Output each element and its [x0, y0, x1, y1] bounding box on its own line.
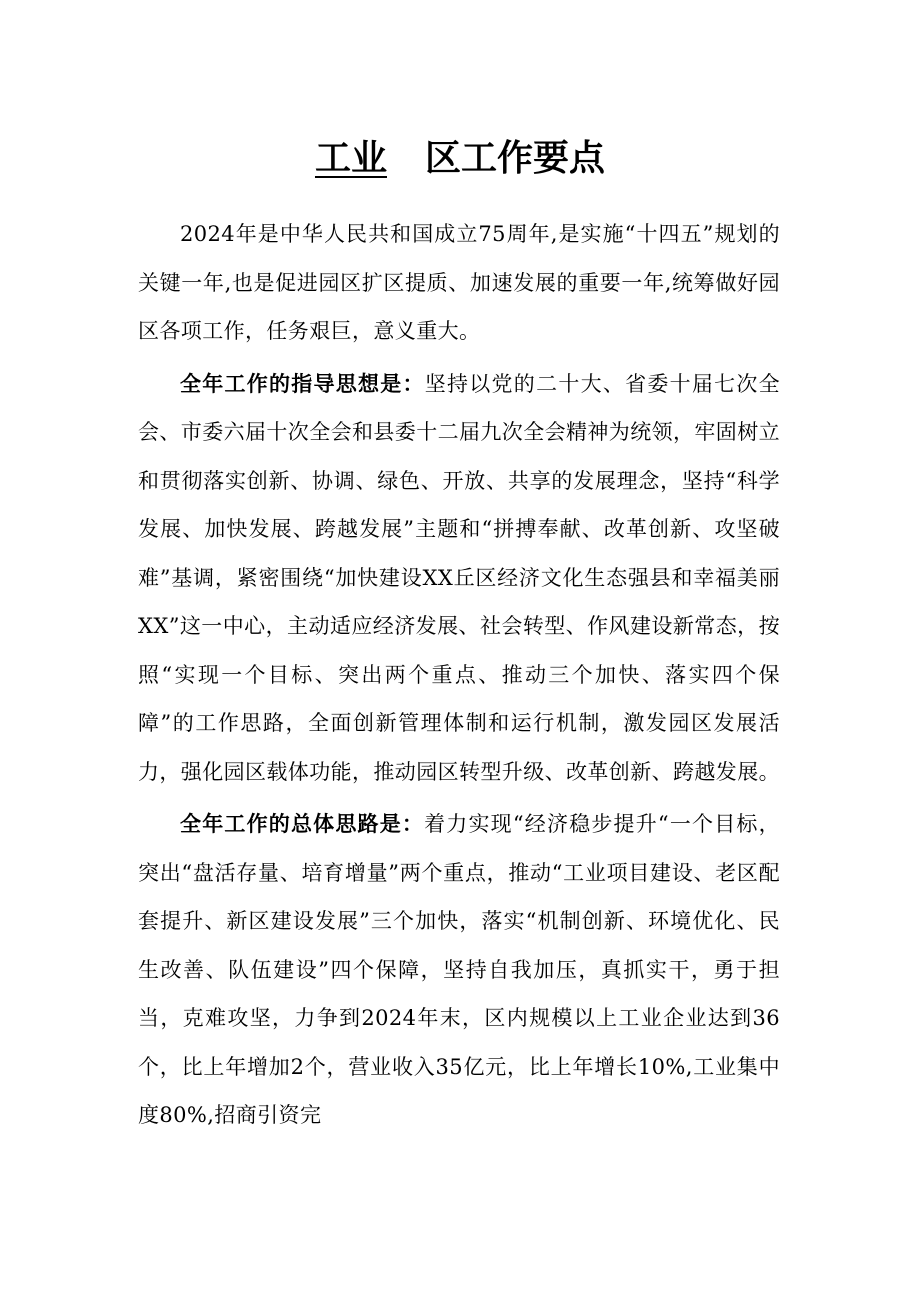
document-body: [138, 210, 780, 1140]
title-rest: 区工作要点: [425, 138, 606, 179]
document-title: [0, 134, 920, 184]
title-underlined-part: 工业: [314, 138, 387, 179]
paragraph-text: 坚持以党的二十大、省委十届七次全会、市委六届十次全会和县委十二届九次全会精神为统领，牢固树立和贯彻落实创新、协调、绿色、开放、共享的发展理念，坚持“科学发展、加快发展、跨越发展”主题和“拼搏奉献、改革创新、攻坚破难”基调，紧密围绕“加快建设XX丘区经济文化生态强县和幸福美丽XX”这一中心，主动适应经济发展、社会转型、作风建设新常态，按照“实现一个目标、突出两个重点、推动三个加快、落实四个保障”的工作思路，全面创新管理体制和运行机制，激发园区发展活力，强化园区载体功能，推动园区转型升级、改革创新、跨越发展。: [138, 371, 780, 784]
paragraph-overall-approach: [138, 800, 780, 1140]
paragraph-lead: 全年工作的指导思想是：: [180, 371, 425, 396]
paragraph-text: 着力实现“经济稳步提升“一个目标，突出“盘活存量、培育增量”两个重点，推动“工业项目建设、老区配套提升、新区建设发展”三个加快，落实“机制创新、环境优化、民生改善、队伍建设”四个保障，坚持自我加压，真抓实干，勇于担当，克难攻坚，力争到2024年末，区内规模以上工业企业达到36个，比上年增加2个，营业收入35亿元，比上年增长10%,工业集中度80%,招商引资完: [138, 812, 780, 1127]
paragraph-guiding-thought: [138, 360, 780, 797]
paragraph-text: 2024年是中华人民共和国成立75周年,是实施“十四五”规划的关键一年,也是促进园区扩区提质、加速发展的重要一年,统筹做好园区各项工作，任务艰巨，意义重大。: [138, 222, 780, 343]
paragraph-intro: [138, 210, 780, 356]
paragraph-lead: 全年工作的总体思路是：: [180, 812, 425, 836]
